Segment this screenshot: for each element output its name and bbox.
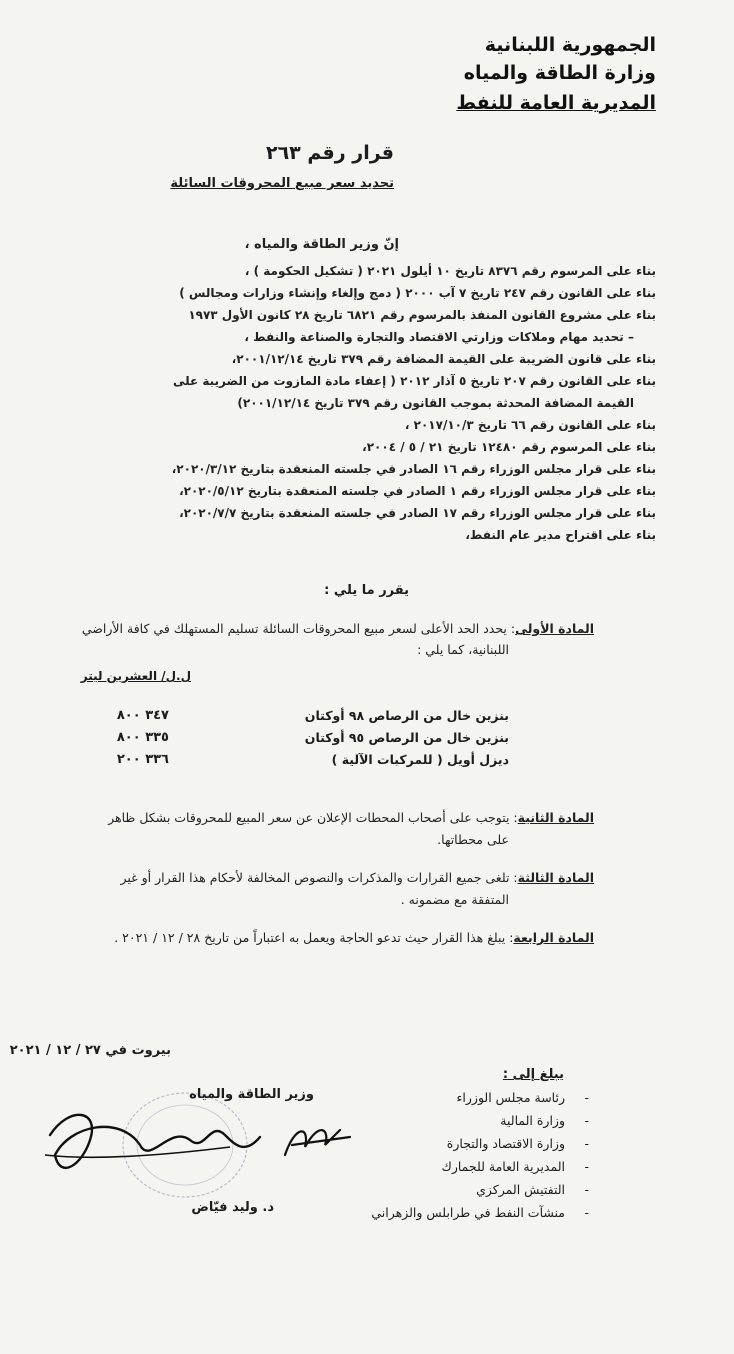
article-2 — [108, 810, 594, 825]
fuel-price: ٣٣٦ ٢٠٠ — [116, 752, 169, 767]
header-republic: الجمهورية اللبنانية — [484, 34, 656, 56]
article-1-text: : يحدد الحد الأعلى لسعر مبيع المحروقات السائلة تسليم المستهلك في كافة الأراضي — [81, 621, 516, 636]
fuel-name: بنزين خال من الرصاص ٩٨ أوكتان — [304, 708, 509, 723]
article-2-text: : يتوجب على أصحاب المحطات الإعلان عن سعر المبيع للمحروقات بشكل ظاهر — [108, 810, 518, 825]
notify-item: - منشآت النفط في طرابلس والزهراني — [371, 1205, 589, 1220]
notify-item: - المديرية العامة للجمارك — [441, 1159, 589, 1174]
notify-item: - وزارة الاقتصاد والتجارة — [446, 1136, 589, 1151]
article-4-title: المادة الرابعة — [513, 930, 594, 945]
price-unit-header: ل.ل/ العشرين ليتر — [80, 669, 191, 683]
preamble-item: القيمة المضافة المحدثة بموجب القانون رقم ٣٧٩ تاريخ ٢٠٠١/١٢/١٤) — [237, 396, 634, 410]
preamble-item: بناء على قرار مجلس الوزراء رقم ١٧ الصادر في جلسته المنعقدة بتاريخ ٢٠٢٠/٧/٧، — [179, 506, 656, 520]
header-ministry: وزارة الطاقة والمياه — [463, 62, 656, 84]
preamble-item: بناء على اقتراح مدير عام النفط، — [465, 528, 656, 542]
decision-title: تحديد سعر مبيع المحروقات السائلة — [170, 176, 394, 191]
decision-number: قرار رقم ٢٦٣ — [265, 142, 394, 164]
preamble-opening: إنّ وزير الطاقة والمياه ، — [244, 237, 399, 252]
article-3-text: : تلغى جميع القرارات والمذكرات والنصوص المخالفة لأحكام هذا القرار أو غير — [120, 870, 518, 885]
article-3-text-cont: المتفقة مع مضمونه . — [400, 892, 509, 907]
preamble-item: بناء على القانون رقم ٦٦ تاريخ ٢٠١٧/١٠/٣ ، — [404, 418, 656, 432]
article-4-text: : يبلغ هذا القرار حيث تدعو الحاجة ويعمل به اعتباراً من تاريخ ٢٨ / ١٢ / ٢٠٢١ . — [114, 930, 514, 945]
decides-heading: يقرر ما يلي : — [324, 583, 409, 598]
header-directorate: المديرية العامة للنفط — [456, 92, 656, 114]
fuel-name: بنزين خال من الرصاص ٩٥ أوكتان — [304, 730, 509, 745]
preamble-item: بناء على المرسوم رقم ١٢٤٨٠ تاريخ ٢١ / ٥ / ٢٠٠٤، — [362, 440, 656, 454]
article-4 — [114, 930, 594, 945]
place-and-date: بيروت في ٢٧ / ١٢ / ٢٠٢١ — [9, 1043, 171, 1058]
fuel-name: ديزل أويل ( للمركبات الآلية ) — [331, 752, 509, 767]
notify-item: - التفتيش المركزي — [476, 1182, 589, 1197]
preamble-item: بناء على قانون الضريبة على القيمة المضافة رقم ٣٧٩ تاريخ ٢٠٠١/١٢/١٤، — [231, 352, 656, 366]
preamble-item: بناء على القانون رقم ٢٤٧ تاريخ ٧ آب ٢٠٠٠ ( دمج وإلغاء وإنشاء وزارات ومجالس ) — [179, 286, 656, 300]
preamble-item: بناء على قرار مجلس الوزراء رقم ١٦ الصادر في جلسته المنعقدة بتاريخ ٢٠٢٠/٣/١٢، — [171, 462, 656, 476]
article-3 — [120, 870, 594, 885]
article-1 — [82, 621, 594, 636]
article-3-title: المادة الثالثة — [517, 870, 594, 885]
article-1-title: المادة الأولى — [515, 621, 594, 636]
article-2-title: المادة الثانية — [517, 810, 594, 825]
preamble-item: بناء على مشروع القانون المنفذ بالمرسوم رقم ٦٨٢١ تاريخ ٢٨ كانون الأول ١٩٧٣ — [188, 308, 656, 322]
fuel-price: ٣٤٧ ٨٠٠ — [116, 708, 169, 723]
article-2-text-cont: على محطاتها. — [437, 832, 509, 847]
fuel-price: ٣٣٥ ٨٠٠ — [116, 730, 169, 745]
preamble-item: – تحديد مهام وملاكات وزارتي الاقتصاد والتجارة والصناعة والنفط ، — [244, 330, 634, 344]
preamble-item: بناء على قرار مجلس الوزراء رقم ١ الصادر في جلسته المنعقدة بتاريخ ٢٠٢٠/٥/١٢، — [179, 484, 656, 498]
signer-title: وزير الطاقة والمياه — [189, 1087, 314, 1102]
preamble-item: بناء على القانون رقم ٢٠٧ تاريخ ٥ آذار ٢٠١٢ ( إعفاء مادة المازوت من الضريبة على — [172, 374, 656, 388]
notify-item: - وزارة المالية — [500, 1113, 589, 1128]
notify-title: يبلغ إلى : — [502, 1067, 564, 1082]
signer-name: د. وليد فيّاض — [191, 1200, 274, 1215]
signature-and-stamp — [30, 1085, 360, 1205]
notify-item: - رئاسة مجلس الوزراء — [456, 1090, 589, 1105]
article-1-text-cont: اللبنانية، كما يلي : — [417, 642, 509, 657]
preamble-item: بناء على المرسوم رقم ٨٣٧٦ تاريخ ١٠ أيلول ٢٠٢١ ( تشكيل الحكومة ) ، — [244, 264, 656, 278]
